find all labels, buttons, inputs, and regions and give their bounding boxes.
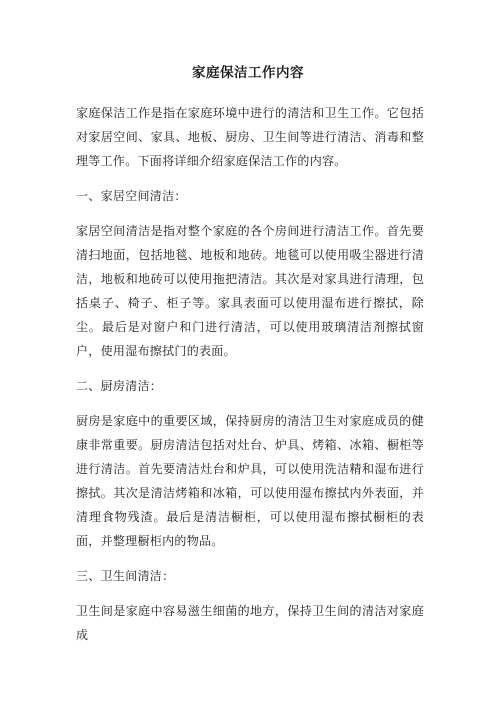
section-body-kitchen: 厨房是家庭中的重要区域，保持厨房的清洁卫生对家庭成员的健康非常重要。厨房清洁包括对灶台、炉具、烤箱、冰箱、橱柜等进行清洁。首先要清洁灶台和炉具，可以使用洗洁精和湿布进行擦拭。其次是清洁烤箱和冰箱，可以使用湿布擦拭内外表面，并清理食物残渣。最后是清洁橱柜，可以使用湿布擦拭橱柜的表面，并整理橱柜内的物品。 — [76, 414, 424, 548]
section-heading-kitchen: 二、厨房清洁： — [76, 379, 163, 393]
section-heading-living-space: 一、家居空间清洁： — [76, 189, 187, 203]
document-body — [76, 101, 424, 647]
intro-paragraph: 家庭保洁工作是指在家庭环境中进行的清洁和卫生工作。它包括对家居空间、家具、地板、厨房、卫生间等进行清洁、消毒和整理等工作。下面将详细介绍家庭保洁工作的内容。 — [76, 106, 424, 168]
section-body-living-space: 家居空间清洁是指对整个家庭的各个房间进行清洁工作。首先要清扫地面，包括地毯、地板和地砖。地毯可以使用吸尘器进行清洁，地板和地砖可以使用拖把清洁。其次是对家具进行清理，包括桌子、椅子、柜子等。家具表面可以使用湿布进行擦拭，除尘。最后是对窗户和门进行清洁，可以使用玻璃清洁剂擦拭窗户，使用湿布擦拭门的表面。 — [76, 224, 424, 358]
document-title: 家庭保洁工作内容 — [192, 65, 304, 81]
section-heading-bathroom: 三、卫生间清洁： — [76, 569, 175, 583]
section-body-bathroom: 卫生间是家庭中容易滋生细菌的地方，保持卫生间的清洁对家庭成 — [76, 604, 424, 642]
